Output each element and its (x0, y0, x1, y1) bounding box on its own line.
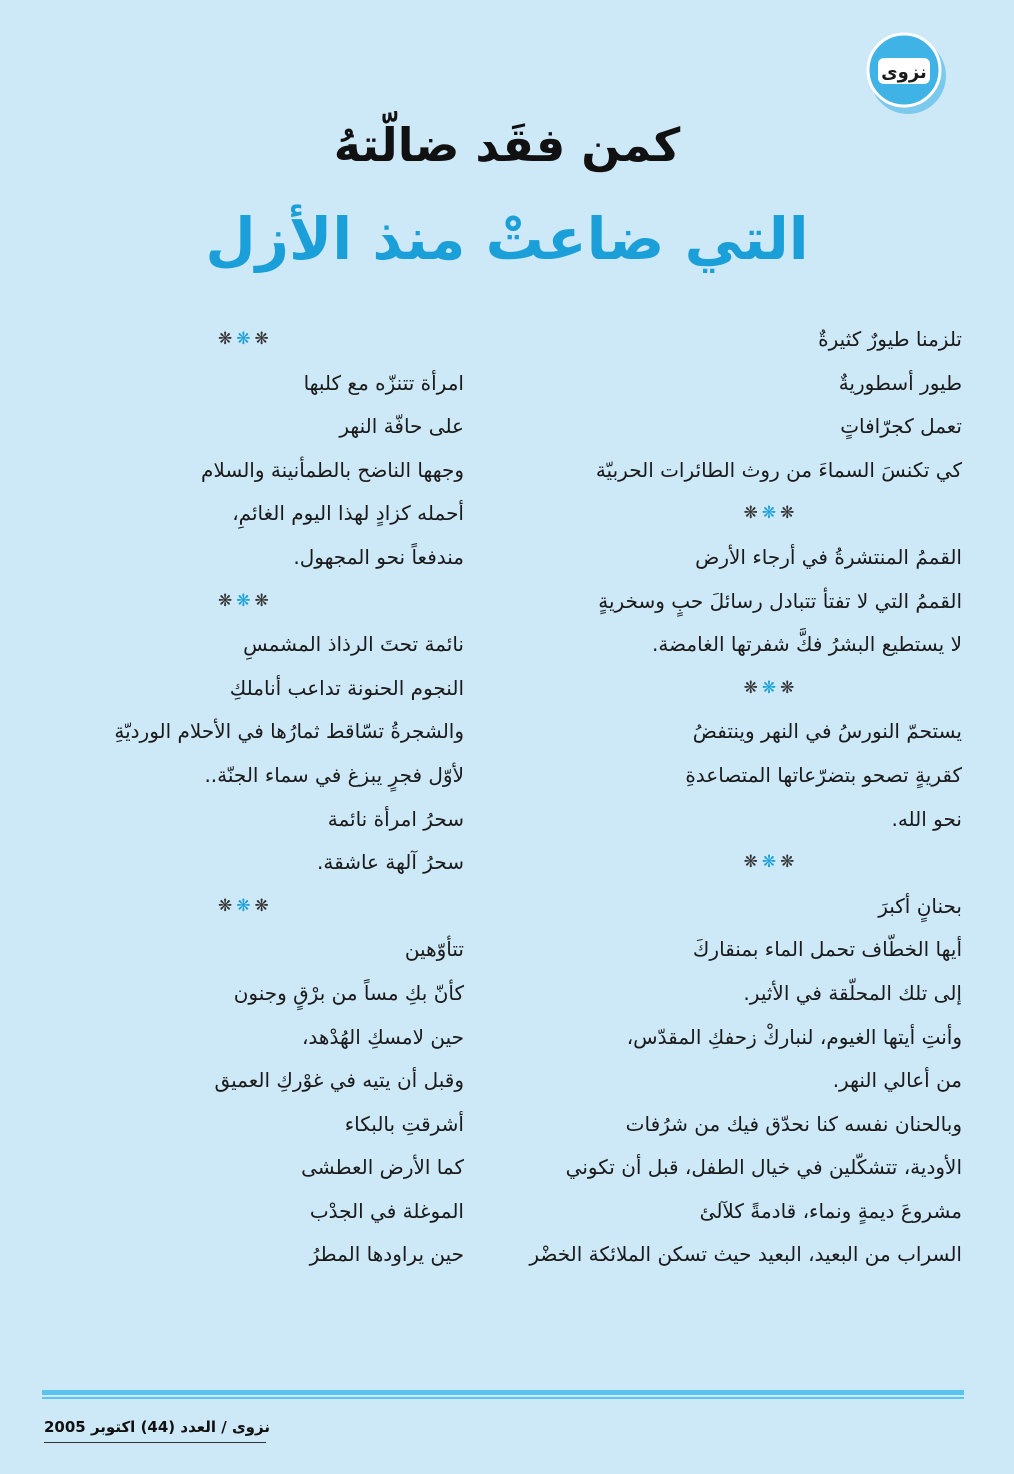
asterisk-icon: ❋ (236, 329, 255, 349)
poem-line: القممُ المنتشرةُ في أرجاء الأرض (695, 544, 962, 569)
asterisk-icon: ❋ (780, 852, 799, 873)
title-line-1: كمن فقَد ضالّتهُ (333, 118, 681, 172)
magazine-logo (862, 30, 948, 116)
poem-line: حين لامسكِ الهُدْهد، (301, 1024, 464, 1049)
asterisk-icon: ❋ (761, 503, 781, 524)
poem-line: يستحمّ النورسُ في النهر وينتفضُ (692, 719, 962, 744)
asterisk-icon: ❋ (780, 677, 799, 698)
poem-line: كأنّ بكِ مساً من برْقٍ وجنون (233, 980, 464, 1005)
logo-text: نزوى (881, 62, 927, 83)
stanza-separator (60, 885, 464, 929)
poem-line: نحو الله. (891, 806, 962, 831)
poem-column-left (60, 318, 464, 1277)
poem-line: تتأوّهين (404, 937, 464, 962)
poem-line: وبالحنان نفسه كنا نحدّق فيك من شرُفات (625, 1111, 962, 1136)
poem-line: على حافّة النهر (339, 414, 464, 439)
poem-line: أيها الخطّاف تحمل الماء بمنقاركَ (692, 937, 962, 962)
poem-line: السراب من البعيد، البعيد حيث تسكن الملائكة الخضْر (529, 1242, 962, 1267)
stanza-separator (540, 492, 962, 536)
poem-line: طيور أسطوريةٌ (838, 370, 962, 395)
poem-line: تعمل كجرّافاتٍ (840, 414, 962, 439)
asterisk-icon: ❋ (236, 590, 255, 611)
asterisk-icon: ❋ (236, 895, 255, 916)
poem-line: كي تكنسَ السماءَ من روث الطائرات الحربيّة (595, 457, 962, 482)
poem-line: بحنانٍ أكبرَ (878, 893, 962, 918)
asterisk-icon: ❋ (218, 329, 237, 349)
poem-line: حين يراودها المطرُ (309, 1242, 464, 1267)
asterisk-icon: ❋ (254, 329, 273, 349)
asterisk-icon: ❋ (743, 852, 762, 873)
poem-column-right (529, 318, 962, 1277)
footer-issue-number: (44) (140, 1418, 176, 1436)
title-line-2: التي ضاعتْ منذ الأزل (205, 205, 809, 273)
poem-line: امرأة تتنزّه مع كلبها (303, 370, 464, 395)
footer-magazine: نزوى (231, 1418, 270, 1436)
poem-line: مندفعاً نحو المجهول. (293, 544, 464, 569)
asterisk-icon: ❋ (218, 895, 237, 916)
footer-underline (44, 1442, 266, 1443)
poem-line: كقريةٍ تصحو بتضرّعاتها المتصاعدةِ (685, 762, 962, 787)
asterisk-icon: ❋ (743, 503, 762, 524)
poem-line: وقبل أن يتيه في غوْركِ العميق (214, 1068, 464, 1093)
poem-line: تلزمنا طيورٌ كثيرةٌ (818, 327, 962, 351)
asterisk-icon: ❋ (743, 677, 762, 698)
poem-line: من أعالي النهر. (832, 1068, 962, 1093)
poem-line: القممُ التي لا تفتأ تتبادل رسائلَ حبٍ وسخريةٍ (598, 588, 962, 613)
asterisk-icon: ❋ (218, 590, 237, 611)
poem-line: إلى تلك المحلّقة في الأثير. (743, 980, 962, 1005)
poem-line: النجوم الحنونة تداعب أناملكِ (229, 675, 464, 700)
poem-line: الموغلة في الجدْب (309, 1198, 464, 1223)
footer-issue-label: العدد (180, 1418, 216, 1436)
poem-line: الأودية، تتشكّلين في خيال الطفل، قبل أن تكوني (565, 1155, 962, 1180)
poem-line: مشروعَ ديمةٍ ونماء، قادمةً كلآلئ (699, 1198, 962, 1223)
poem-line: لا يستطيع البشرُ فكَّ شفرتها الغامضة. (651, 632, 962, 657)
asterisk-icon: ❋ (780, 503, 799, 524)
footer-rule-thin (42, 1397, 964, 1399)
asterisk-icon: ❋ (761, 852, 781, 873)
poem-line: نائمة تحتَ الرذاذ المشمسِ (243, 632, 464, 657)
poem-line: والشجرةُ تسّاقط ثمارُها في الأحلام الورديّةِ (114, 719, 464, 744)
poem-line: أشرقتِ بالبكاء (344, 1111, 464, 1136)
asterisk-icon: ❋ (761, 677, 781, 698)
footer-date: اكتوبر 2005 (44, 1418, 136, 1436)
asterisk-icon: ❋ (254, 590, 273, 611)
poem-line: وجهها الناضح بالطمأنينة والسلام (201, 457, 464, 482)
poem-line: أحمله كزادٍ لهذا اليوم الغائمِ، (232, 501, 464, 526)
poem-line: سحرُ امرأة نائمة (327, 806, 464, 831)
stanza-separator (540, 667, 962, 711)
poem-line: كما الأرض العطشى (301, 1155, 464, 1180)
poem-line: وأنتِ أيتها الغيوم، لنباركْ زحفكِ المقدّس، (626, 1024, 962, 1049)
footer-slash: / (216, 1418, 227, 1436)
stanza-separator (540, 841, 962, 885)
footer-rule (42, 1390, 964, 1395)
stanza-separator (60, 318, 464, 362)
footer-citation (44, 1418, 270, 1436)
stanza-separator (60, 580, 464, 624)
poem-line: لأوّل فجرٍ يبزغ في سماء الجنّة.. (204, 762, 464, 787)
poem-line: سحرُ آلهة عاشقة. (317, 850, 464, 875)
asterisk-icon: ❋ (254, 895, 273, 916)
